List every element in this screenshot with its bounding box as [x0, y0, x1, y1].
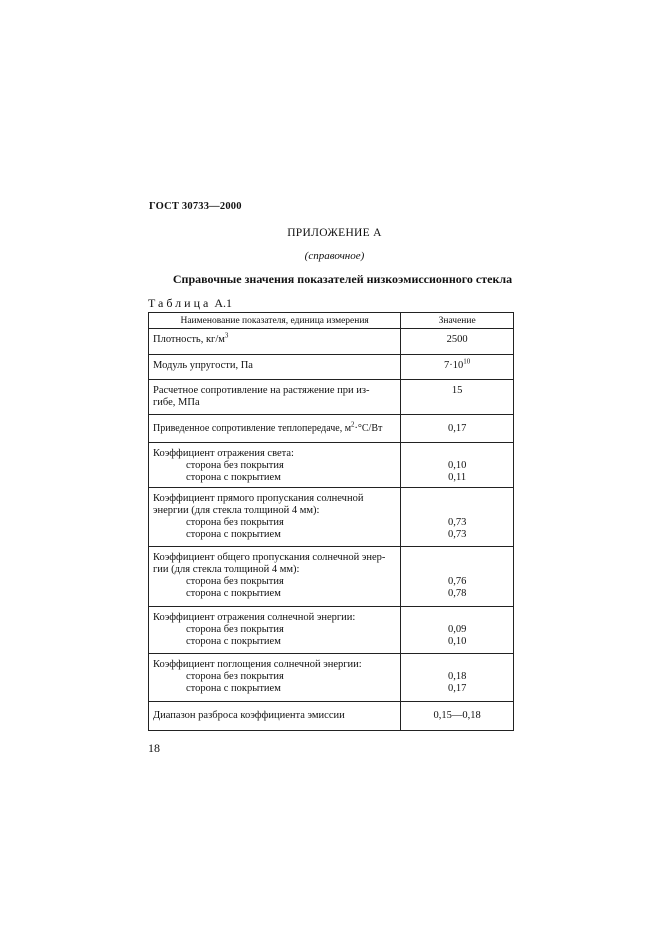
- row-value: [401, 702, 514, 731]
- column-header-name: Наименование показателя, единица измерения: [149, 313, 401, 329]
- table-caption: [148, 296, 232, 311]
- row-name-line: энергии (для стекла толщиной 4 мм):: [153, 505, 320, 516]
- row-value: [401, 380, 514, 415]
- row-name-text: Модуль упругости, Па: [153, 360, 253, 371]
- row-name-tail: ·°С/Вт: [354, 423, 383, 434]
- row-sub-line: сторона без покрытия: [186, 671, 284, 682]
- row-name: [149, 702, 401, 731]
- row-name-sup: 3: [224, 331, 229, 340]
- table-row: [149, 488, 514, 547]
- row-value-text: 0,18: [447, 671, 467, 682]
- row-name-line: Коэффициент отражения света:: [153, 448, 294, 459]
- row-value-text: 2500: [446, 334, 468, 345]
- row-value: [401, 443, 514, 488]
- row-value-text: 0,10: [447, 460, 467, 471]
- row-sub-line: сторона с покрытием: [186, 683, 281, 694]
- row-name: [149, 547, 401, 607]
- row-value: [401, 547, 514, 607]
- table-row: [149, 415, 514, 443]
- table-row: [149, 329, 514, 355]
- row-value-text: 0,09: [447, 624, 467, 635]
- row-name: [149, 488, 401, 547]
- row-sub-line: сторона с покрытием: [186, 529, 281, 540]
- row-name: [149, 607, 401, 654]
- row-sub-line: сторона с покрытием: [186, 588, 281, 599]
- row-name-text: Диапазон разброса коэффициента эмиссии: [153, 710, 345, 721]
- row-name: [149, 380, 401, 415]
- table-row: [149, 547, 514, 607]
- row-name: [149, 654, 401, 702]
- row-value-text: 0,17: [447, 683, 467, 694]
- row-name: [149, 415, 401, 443]
- row-name-line: Расчетное сопротивление на растяжение при из-: [153, 385, 370, 396]
- table-row: [149, 607, 514, 654]
- row-name-line: Коэффициент поглощения солнечной энергии:: [153, 659, 362, 670]
- row-sub-line: сторона с покрытием: [186, 636, 281, 647]
- properties-table: [148, 312, 514, 731]
- row-value-sup: 10: [463, 357, 471, 366]
- row-value-text: 0,11: [448, 472, 467, 483]
- row-name: [149, 443, 401, 488]
- appendix-subtitle: (справочное): [304, 250, 365, 262]
- document-code: ГОСТ 30733—2000: [149, 201, 242, 212]
- row-name-sup: 2: [351, 420, 355, 429]
- row-value-text: 0,76: [447, 576, 467, 587]
- row-value-base: 7·10: [444, 360, 464, 371]
- appendix-heading: Справочные значения показателей низкоэмиссионного стекла: [172, 272, 513, 286]
- row-name-line: Коэффициент отражения солнечной энергии:: [153, 612, 356, 623]
- table-row: [149, 702, 514, 731]
- row-value-text: 0,10: [447, 636, 467, 647]
- row-name-line: гибе, МПа: [153, 397, 200, 408]
- row-sub-line: сторона без покрытия: [186, 517, 284, 528]
- row-sub-line: сторона с покрытием: [186, 472, 281, 483]
- row-name: [149, 329, 401, 355]
- row-value-text: 15: [451, 385, 463, 396]
- page-number: 18: [148, 741, 160, 755]
- row-name-line: гии (для стекла толщиной 4 мм):: [153, 564, 300, 575]
- row-name-text: Приведенное сопротивление теплопередаче, м: [153, 423, 352, 434]
- row-value: [401, 654, 514, 702]
- table-row: [149, 380, 514, 415]
- row-name-text: Плотность, кг/м: [153, 334, 225, 345]
- row-value-text: 0,78: [447, 588, 467, 599]
- row-value: [401, 329, 514, 355]
- row-sub-line: сторона без покрытия: [186, 576, 284, 587]
- row-sub-line: сторона без покрытия: [186, 460, 284, 471]
- row-value: [401, 415, 514, 443]
- row-value: [401, 607, 514, 654]
- row-name-line: Коэффициент прямого пропускания солнечной: [153, 493, 364, 504]
- row-value-text: 0,73: [447, 517, 467, 528]
- row-value-text: 0,17: [447, 423, 467, 434]
- appendix-title: ПРИЛОЖЕНИЕ А: [287, 227, 382, 239]
- row-value: [401, 488, 514, 547]
- table-header-row: [149, 313, 514, 329]
- row-name: [149, 355, 401, 380]
- row-sub-line: сторона без покрытия: [186, 624, 284, 635]
- row-value: [401, 355, 514, 380]
- row-name-line: Коэффициент общего пропускания солнечной энер-: [153, 552, 386, 563]
- table-row: [149, 355, 514, 380]
- column-header-value: Значение: [401, 313, 514, 329]
- row-value-text: 0,15—0,18: [433, 710, 481, 721]
- table-caption-number: А.1: [214, 296, 232, 310]
- table-row: [149, 654, 514, 702]
- row-value-text: 0,73: [447, 529, 467, 540]
- table-caption-word: Таблица: [148, 296, 212, 310]
- table-row: [149, 443, 514, 488]
